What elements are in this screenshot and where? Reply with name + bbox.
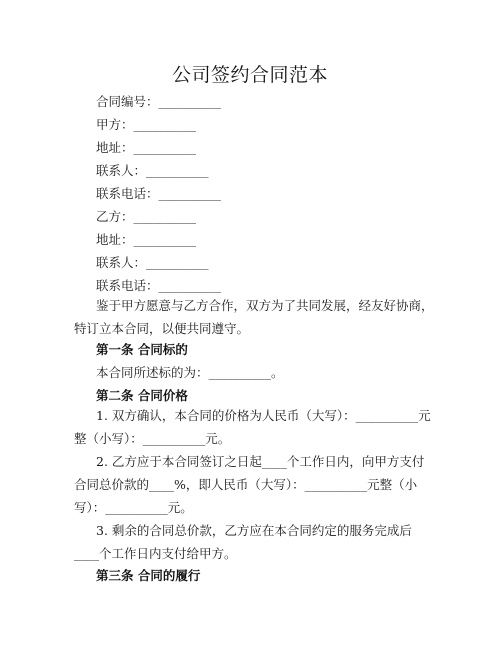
field-party-a-contact: 联系人：__________ [96, 163, 209, 178]
article2-clause3-text: 3. 剩余的合同总价款，乙方应在本合同约定的服务完成后____个工作日内支付给甲方。 [74, 523, 412, 561]
article2-clause2-text: 2. 乙方应于本合同签订之日起____个工作日内，向甲方支付合同总价款的____%，即人民币（大写）：__________元整（小写）：__________元。 [74, 454, 425, 515]
article2-heading: 第二条 合同价格 [96, 388, 188, 403]
field-party-b-phone: 联系电话：__________ [96, 278, 222, 293]
field-contract-number: 合同编号：__________ [96, 94, 222, 109]
field-party-a: 甲方：__________ [96, 117, 197, 132]
field-party-b-contact: 联系人：__________ [96, 255, 209, 270]
field-party-a-address: 地址：__________ [96, 140, 197, 155]
article2-clause1-text: 1. 双方确认，本合同的价格为人民币（大写）：__________元整（小写）：__________元。 [74, 408, 431, 446]
field-party-b-address: 地址：__________ [96, 232, 197, 247]
intro-text: 鉴于甲方愿意与乙方合作，双方为了共同发展，经友好协商，特订立本合同，以便共同遵守。 [74, 298, 434, 336]
article1-heading: 第一条 合同标的 [96, 342, 188, 357]
intro-paragraph [74, 294, 434, 340]
article2-clause2 [74, 450, 434, 519]
article3-heading: 第三条 合同的履行 [96, 568, 201, 583]
field-party-a-phone: 联系电话：__________ [96, 186, 222, 201]
article2-clause3 [74, 519, 434, 565]
document-title: 公司签约合同范本 [171, 64, 328, 86]
article1-text: 本合同所述标的为：__________。 [96, 365, 284, 380]
field-party-b: 乙方：__________ [96, 209, 197, 224]
article2-clause1 [74, 404, 434, 450]
